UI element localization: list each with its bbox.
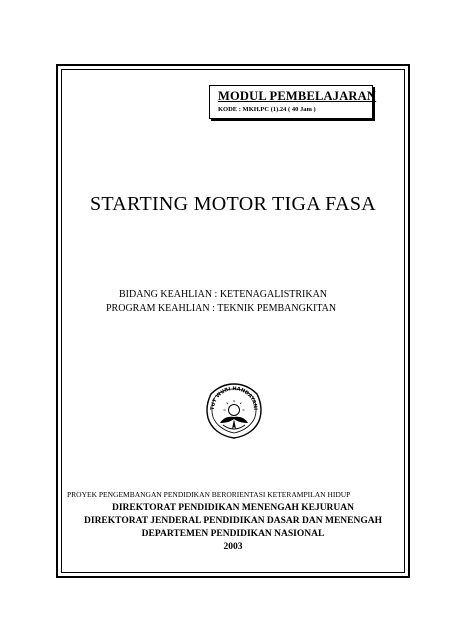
document-title: STARTING MOTOR TIGA FASA <box>89 193 377 215</box>
tut-wuri-handayani-emblem-icon <box>203 380 265 442</box>
module-code: KODE : MKH.PC (1).24 ( 40 Jam ) <box>218 106 316 113</box>
footer-directorate-general: DIREKTORAT JENDERAL PENDIDIKAN DASAR DAN MENENGAH <box>84 516 382 526</box>
emblem-motto: TUT WURI HANDAYANI <box>209 385 259 411</box>
program-keahlian: PROGRAM KEAHLIAN : TEKNIK PEMBANGKITAN <box>106 303 337 314</box>
module-label-box <box>209 85 377 119</box>
footer-year: 2003 <box>223 542 243 552</box>
footer-project: PROYEK PENGEMBANGAN PENDIDIKAN BERORIENTASI KETERAMPILAN HIDUP <box>67 490 351 499</box>
page-border <box>56 64 410 578</box>
footer-directorate: DIREKTORAT PENDIDIKAN MENENGAH KEJURUAN <box>111 503 354 513</box>
footer-department: DEPARTEMEN PENDIDIKAN NASIONAL <box>141 529 325 539</box>
module-title: MODUL PEMBELAJARAN <box>218 89 377 103</box>
bidang-keahlian: BIDANG KEAHLIAN : KETENAGALISTRIKAN <box>119 289 328 300</box>
